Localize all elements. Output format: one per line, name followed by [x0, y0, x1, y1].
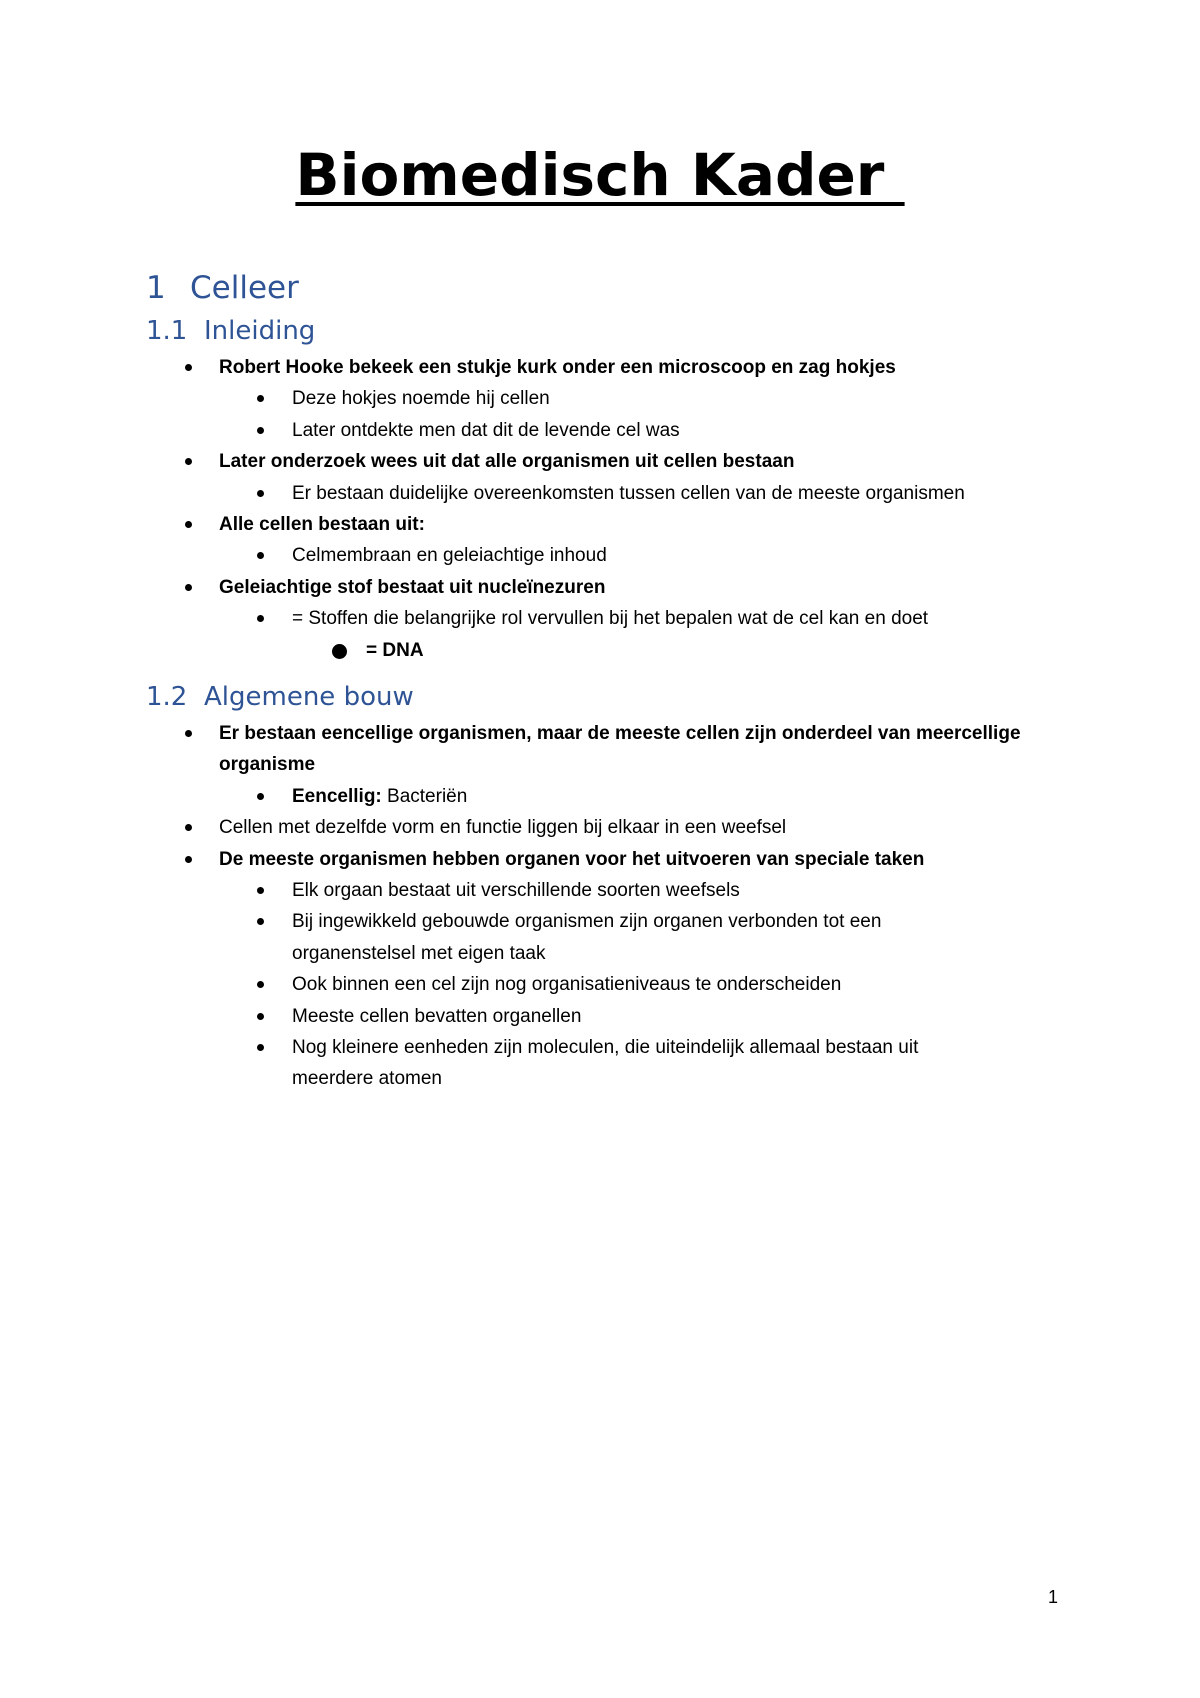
bullet-icon [257, 918, 264, 925]
subsection-number: 1.2 [146, 682, 188, 712]
term-label: Eencellig: [292, 785, 382, 807]
subsection-title: Inleiding [204, 316, 316, 346]
list-item [0, 383, 1200, 414]
list-item-text: Ook binnen een cel zijn nog organisatieniveaus te onderscheiden [292, 974, 842, 996]
list-item [0, 812, 1200, 843]
list-item [0, 478, 1200, 509]
section-number: 1 [146, 270, 166, 306]
list-item-text: organenstelsel met eigen taak [292, 942, 546, 964]
list-item-text: De meeste organismen hebben organen voor het uitvoeren van speciale taken [219, 848, 925, 870]
list-item [0, 509, 1200, 540]
bullet-icon [185, 458, 192, 465]
list-item-text: Later ontdekte men dat dit de levende cel was [292, 419, 680, 441]
bullet-icon [185, 730, 192, 737]
list-item-text: Er bestaan eencellige organismen, maar de meeste cellen zijn onderdeel van meercellige [219, 723, 1021, 744]
list-item-text: Meeste cellen bevatten organellen [292, 1005, 582, 1027]
list-item-text: organisme [219, 754, 316, 776]
list-item [0, 906, 1200, 937]
bullet-icon [257, 1044, 264, 1051]
list-item [0, 415, 1200, 446]
bullet-icon [257, 552, 264, 559]
list-item [0, 875, 1200, 906]
list-item-text: Robert Hooke bekeek een stukje kurk onder een microscoop en zag hokjes [219, 357, 896, 378]
list-item-continuation [0, 749, 1200, 780]
bullet-icon [257, 1013, 264, 1020]
bullet-icon [257, 615, 264, 622]
list-item [0, 1001, 1200, 1032]
bullet-icon [332, 644, 347, 659]
list-item-text: Er bestaan duidelijke overeenkomsten tussen cellen van de meeste organismen [292, 482, 965, 504]
list-item-text: Cellen met dezelfde vorm en functie liggen bij elkaar in een weefsel [219, 817, 787, 839]
bullet-icon [185, 824, 192, 831]
list-item [0, 352, 1200, 383]
list-item-text: Later onderzoek wees uit dat alle organismen uit cellen bestaan [219, 451, 795, 473]
list-item [0, 603, 1200, 634]
algemene-bouw-list [0, 718, 1200, 1095]
list-item-text: Celmembraan en geleiachtige inhoud [292, 545, 607, 567]
section-heading-celleer [146, 268, 299, 308]
list-item [0, 781, 1200, 812]
list-item-text: Bij ingewikkeld gebouwde organismen zijn organen verbonden tot een [292, 911, 882, 933]
bullet-icon [257, 395, 264, 402]
list-item-text: = Stoffen die belangrijke rol vervullen bij het bepalen wat de cel kan en doet [292, 608, 929, 630]
term-value: Bacteriën [381, 785, 468, 807]
list-item-text: Elk orgaan bestaat uit verschillende soorten weefsels [292, 879, 740, 901]
list-item-text: Alle cellen bestaan uit: [219, 513, 425, 535]
subsection-title: Algemene bouw [204, 682, 414, 712]
subsection-number: 1.1 [146, 316, 188, 346]
list-item-text [292, 781, 467, 812]
list-item [0, 969, 1200, 1000]
list-item [0, 540, 1200, 571]
section-title: Celleer [190, 270, 299, 306]
list-item [0, 446, 1200, 477]
subsection-heading-inleiding [146, 314, 315, 348]
bullet-icon [257, 793, 264, 800]
list-item-text: Geleiachtige stof bestaat uit nucleïnezuren [219, 576, 606, 598]
inleiding-list [0, 352, 1200, 666]
list-item-text: meerdere atomen [292, 1068, 442, 1090]
list-item [0, 1032, 1200, 1063]
page-number: 1 [1048, 1587, 1059, 1607]
list-item-text: Deze hokjes noemde hij cellen [292, 388, 550, 410]
list-item [0, 635, 1200, 666]
list-item [0, 718, 1200, 749]
list-item [0, 844, 1200, 875]
document-title: Biomedisch Kader [295, 141, 905, 209]
bullet-icon [185, 521, 192, 528]
list-item-continuation [0, 938, 1200, 969]
list-item [0, 572, 1200, 603]
bullet-icon [257, 490, 264, 497]
bullet-icon [257, 887, 264, 894]
bullet-icon [257, 981, 264, 988]
list-item-text: = DNA [366, 639, 424, 661]
list-item-continuation [0, 1063, 1200, 1094]
bullet-icon [185, 856, 192, 863]
subsection-heading-algemene-bouw [146, 680, 414, 714]
bullet-icon [257, 427, 264, 434]
bullet-icon [185, 364, 192, 371]
bullet-icon [185, 584, 192, 591]
list-item-text: Nog kleinere eenheden zijn moleculen, die uiteindelijk allemaal bestaan uit [292, 1036, 919, 1058]
